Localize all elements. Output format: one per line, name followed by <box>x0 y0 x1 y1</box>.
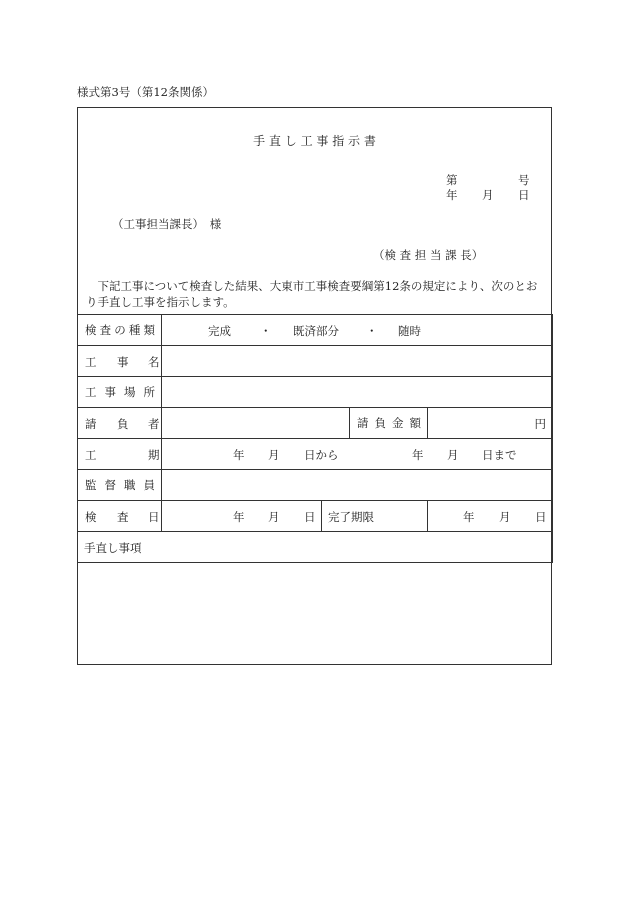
completion-deadline-label: 完了期限 <box>328 510 374 524</box>
period-start-year: 年 <box>233 448 245 462</box>
label-char: 請 <box>357 416 369 430</box>
project-name-row <box>78 346 553 377</box>
period-value[interactable] <box>162 439 553 470</box>
project-name-label-cell <box>78 346 162 377</box>
notes-row <box>78 532 553 563</box>
label-char: 負 <box>374 416 386 430</box>
label-char: の <box>114 323 126 337</box>
label-char: 金 <box>392 416 404 430</box>
option-completion[interactable]: 完成 <box>208 324 231 338</box>
project-site-row <box>78 377 553 408</box>
deadline-year: 年 <box>463 510 475 524</box>
label-char: 額 <box>409 416 421 430</box>
period-start-day: 日から <box>304 448 339 462</box>
inspection-date-label-cell <box>78 501 162 532</box>
period-row <box>78 439 553 470</box>
supervisor-label-cell <box>78 470 162 501</box>
sender: （検 査 担 当 課 長） <box>373 248 484 262</box>
label-char: 事 <box>104 385 116 399</box>
option-separator: ・ <box>260 324 272 338</box>
date-year-label: 年 <box>446 188 458 202</box>
deadline-day: 日 <box>535 510 547 524</box>
inspection-type-label <box>78 322 161 338</box>
inspection-date-label-2: 査 <box>117 510 129 524</box>
label-char: 種 <box>128 323 141 337</box>
option-anytime[interactable]: 随時 <box>398 324 421 338</box>
completion-deadline-value[interactable] <box>428 501 553 532</box>
option-partial[interactable]: 既済部分 <box>293 324 339 338</box>
inspection-year: 年 <box>233 510 245 524</box>
contractor-label-1: 請 <box>85 417 97 431</box>
period-start-month: 月 <box>268 448 280 462</box>
label-char: 検 <box>85 323 97 337</box>
notes-area[interactable] <box>78 532 553 563</box>
contract-amount-label <box>350 415 427 431</box>
inspection-date-value[interactable] <box>162 501 322 532</box>
label-char: 監 <box>85 478 97 492</box>
number-label: 第 <box>446 173 458 187</box>
date-day-label: 日 <box>518 188 530 202</box>
form-table <box>77 314 553 563</box>
date-month-label: 月 <box>482 188 494 202</box>
period-end-month: 月 <box>447 448 459 462</box>
inspection-month: 月 <box>268 510 280 524</box>
label-char: 査 <box>99 323 112 337</box>
label-char: 職 <box>124 478 136 492</box>
supervisor-row <box>78 470 553 501</box>
inspection-type-options <box>162 315 553 346</box>
inspection-date-row <box>78 501 553 532</box>
contract-amount-value[interactable] <box>428 408 553 439</box>
label-char: 員 <box>143 478 155 492</box>
document-title: 手 直 し 工 事 指 示 書 <box>253 134 376 148</box>
supervisor-value[interactable] <box>162 470 553 501</box>
inspection-date-label-3: 日 <box>148 510 160 524</box>
contract-amount-label-cell <box>350 408 428 439</box>
project-name-label-2: 事 <box>117 355 129 369</box>
notes-label: 手直し事項 <box>84 541 142 555</box>
completion-deadline-label-cell <box>322 501 428 532</box>
option-separator: ・ <box>366 324 378 338</box>
addressee: （工事担当課長） 様 <box>112 217 222 231</box>
contractor-value[interactable] <box>162 408 350 439</box>
contractor-label-cell <box>78 408 162 439</box>
project-site-value[interactable] <box>162 377 553 408</box>
period-end-day: 日まで <box>482 448 517 462</box>
period-label-cell <box>78 439 162 470</box>
period-label-2: 期 <box>148 448 160 462</box>
form-frame <box>77 107 552 665</box>
inspection-day: 日 <box>304 510 316 524</box>
yen-unit: 円 <box>534 417 546 431</box>
contractor-label-2: 負 <box>117 417 129 431</box>
contractor-row <box>78 408 553 439</box>
contractor-label-3: 者 <box>148 417 160 431</box>
label-char: 類 <box>143 323 155 337</box>
supervisor-label <box>78 477 161 493</box>
label-char: 督 <box>104 478 116 492</box>
project-name-value[interactable] <box>162 346 553 377</box>
project-site-label-cell <box>78 377 162 408</box>
project-site-label <box>78 384 161 400</box>
inspection-type-row <box>78 315 553 346</box>
label-char: 場 <box>124 385 136 399</box>
inspection-date-label-1: 検 <box>85 510 97 524</box>
project-name-label-3: 名 <box>148 355 160 369</box>
label-char: 所 <box>143 385 155 399</box>
form-caption: 様式第3号（第12条関係） <box>77 85 214 99</box>
number-suffix: 号 <box>518 173 530 187</box>
period-label-1: 工 <box>85 448 97 462</box>
inspection-type-label-cell <box>78 315 162 346</box>
deadline-month: 月 <box>499 510 511 524</box>
label-char: 工 <box>85 385 97 399</box>
project-name-label-1: 工 <box>85 355 97 369</box>
body-text: 下記工事について検査した結果、大東市工事検査要綱第12条の規定により、次のとおり手直し工事を指示します。 <box>86 279 538 309</box>
period-end-year: 年 <box>412 448 424 462</box>
